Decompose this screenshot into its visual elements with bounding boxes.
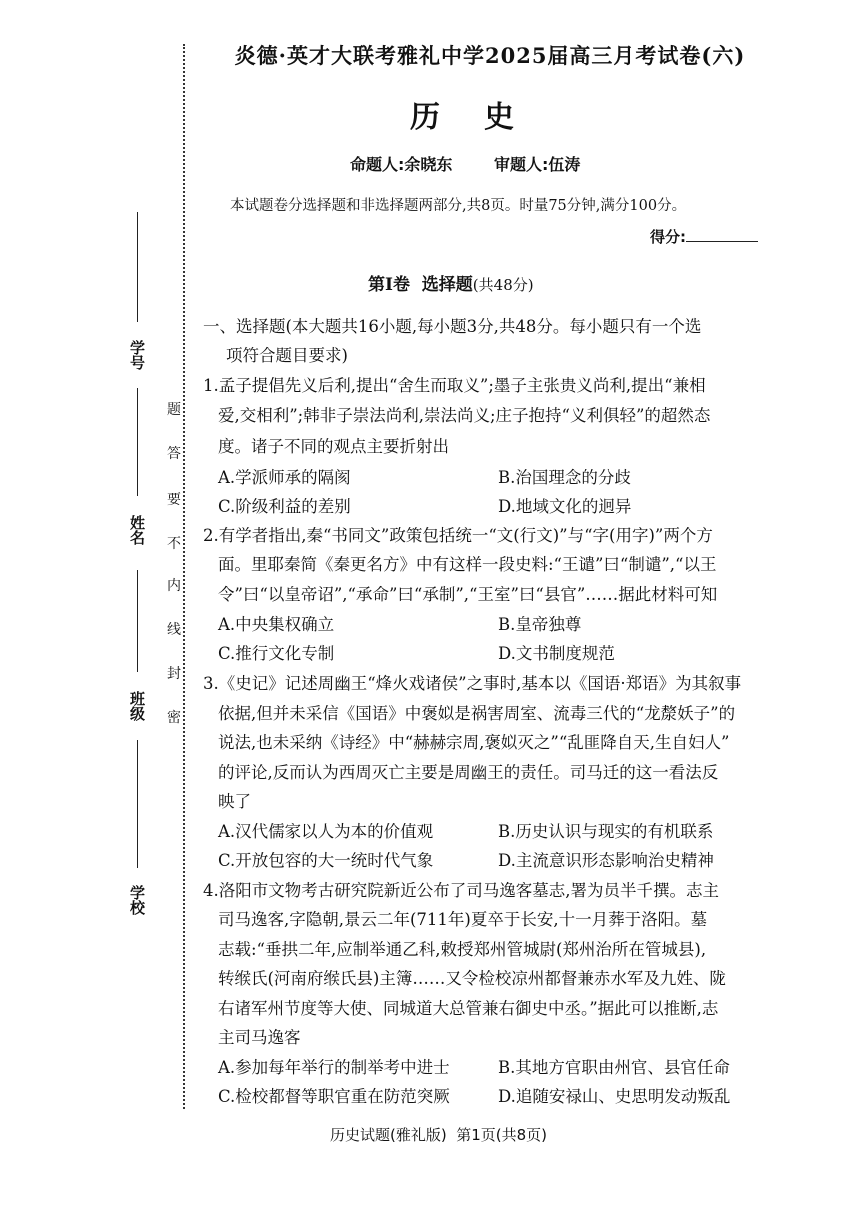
question-3-text: 映了 [218,792,251,811]
question-4-text: 志载:“垂拱二年,应制举通乙科,敕授郑州管城尉(郑州治所在管城县), [218,940,707,959]
question-2-text: 2.有学者指出,秦“书同文”政策包括统一“文(行文)”与“字(用字)”两个方 [203,526,713,545]
question-4-option-a[interactable]: A.参加每年举行的制举考中进士 [218,1058,450,1077]
score-blank[interactable] [686,227,758,242]
question-2-option-d[interactable]: D.文书制度规范 [498,644,615,663]
seal-char: 要 [167,492,181,508]
question-1-option-c[interactable]: C.阶级利益的差别 [218,497,351,516]
score-label: 得分: [650,228,686,246]
question-3-text: 依据,但并未采信《国语》中褒姒是祸害周室、流毒三代的“龙漦妖子”的 [218,704,736,723]
question-3-text: 说法,也未采纳《诗经》中“赫赫宗周,褒姒灭之”“乱匪降自天,生自妇人” [218,733,730,752]
question-4-text: 4.洛阳市文物考古研究院新近公布了司马逸客墓志,署为员半千撰。志主 [203,881,719,900]
question-4-text: 右诸军州节度等大使、同城道大总管兼右御史中丞。”据此可以推断,志 [218,999,719,1018]
name-label: 姓名 [128,515,146,545]
question-3-option-d[interactable]: D.主流意识形态影响治史精神 [498,851,714,870]
name-line [137,388,138,496]
page-footer: 历史试题(雅礼版) 第1页(共8页) [330,1126,548,1144]
school-label: 学校 [128,885,146,915]
question-1-option-a[interactable]: A.学派师承的隔阂 [218,468,351,487]
seal-char: 不 [167,536,181,552]
question-4-option-b[interactable]: B.其地方官职由州官、县官任命 [498,1058,730,1077]
exam-intro: 本试题卷分选择题和非选择题两部分,共8页。时量75分钟,满分100分。 [230,198,687,214]
subject-title: 历史 [410,100,558,135]
class-label: 班级 [128,691,146,721]
question-1-option-d[interactable]: D.地域文化的迥异 [498,497,632,516]
exam-title: 炎德·英才大联考雅礼中学2025届高三月考试卷(六) [234,43,746,68]
question-4-text: 主司马逸客 [218,1028,301,1047]
seal-char: 密 [167,710,181,726]
section-name: 第Ⅰ卷 选择题 [368,275,473,295]
section-note: (共48分) [472,276,534,294]
question-1-option-b[interactable]: B.治国理念的分歧 [498,468,631,487]
question-3-option-a[interactable]: A.汉代儒家以人为本的价值观 [218,822,434,841]
question-setter: 命题人:余晓东 [350,155,453,174]
question-2-option-a[interactable]: A.中央集权确立 [218,615,335,634]
question-4-text: 司马逸客,字隐朝,景云二年(711年)夏卒于长安,十一月葬于洛阳。墓 [218,910,708,929]
school-line [137,740,138,868]
question-2-option-c[interactable]: C.推行文化专制 [218,644,335,663]
student-id-line [137,212,138,322]
question-reviewer: 审题人:伍涛 [493,155,581,174]
seal-char: 封 [167,666,181,682]
question-1-text: 1.孟子提倡先义后利,提出“舍生而取义”;墨子主张贵义尚利,提出“兼相 [203,376,706,395]
question-4-option-c[interactable]: C.检校都督等职官重在防范突厥 [218,1087,450,1106]
class-line [137,570,138,672]
question-1-text: 爱,交相利”;韩非子崇法尚利,崇法尚义;庄子抱持“义利俱轻”的超然态 [218,406,711,425]
question-3-text: 的评论,反而认为西周灭亡主要是周幽王的责任。司马迁的这一看法反 [218,763,719,782]
instruction-line: 项符合题目要求) [226,346,348,365]
section-title [368,270,534,295]
score-field [650,226,758,247]
seal-char: 答 [167,446,181,462]
question-2-text: 面。里耶秦简《秦更名方》中有这样一段史料:“王谴”曰“制谴”,“以王 [218,555,717,574]
instruction-line: 一、选择题(本大题共16小题,每小题3分,共48分。每小题只有一个选 [203,317,702,336]
student-id-label: 学号 [128,340,146,370]
seal-char: 内 [167,578,181,594]
question-3-option-c[interactable]: C.开放包容的大一统时代气象 [218,851,434,870]
question-3-option-b[interactable]: B.历史认识与现实的有机联系 [498,822,714,841]
question-3-text: 3.《史记》记述周幽王“烽火戏诸侯”之事时,基本以《国语·郑语》为其叙事 [203,674,742,693]
question-1-text: 度。诸子不同的观点主要折射出 [218,437,449,456]
question-2-option-b[interactable]: B.皇帝独尊 [498,615,582,634]
seal-line [183,44,185,1109]
question-4-option-d[interactable]: D.追随安禄山、史思明发动叛乱 [498,1087,731,1106]
question-4-text: 转缑氏(河南府缑氏县)主簿……又令检校凉州都督兼赤水军及九姓、陇 [218,969,726,988]
question-2-text: 令”曰“以皇帝诏”,“承命”曰“承制”,“王室”曰“县官”……据此材料可知 [218,585,718,604]
authors [350,152,616,175]
seal-char: 题 [167,402,181,418]
seal-char: 线 [167,622,181,638]
